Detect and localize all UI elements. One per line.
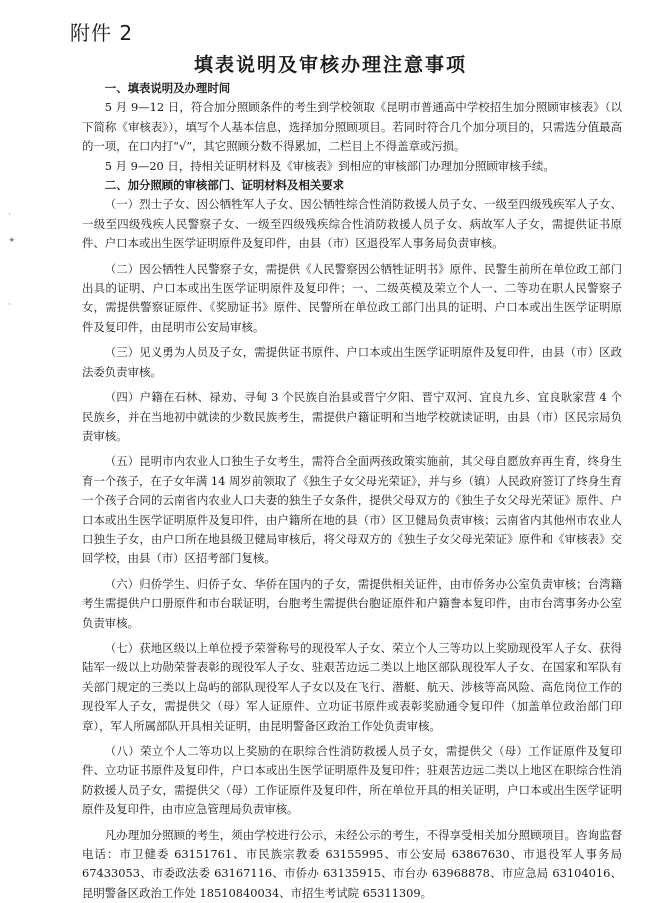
paragraph: 5 月 9—20 日，持相关证明材料及《审核表》到相应的审核部门办理加分照顾审核手续。 (104, 158, 555, 173)
margin-mark: · (8, 210, 11, 220)
list-item: （六）归侨学生、归侨子女、华侨在国内的子女，需提供相关证件，由市侨务办公室负责审核；台湾籍考生需提供户口册原件和市台联证明，台胞考生需提供台胞证原件和户籍誊本复印件，由市台湾事务办公室负责审核。 (82, 576, 622, 630)
margin-mark: · (8, 300, 11, 310)
list-item: （三）见义勇为人员及子女，需提供证书原件、户口本或出生医学证明原件及复印件，由县（市）区政法委负责审核。 (82, 345, 622, 379)
section-heading: 二、加分照顾的审核部门、证明材料及相关要求 (104, 178, 345, 193)
list-item: （五）昆明市内农业人口独生子女考生，需符合全面两孩政策实施前，其父母自愿放弃再生育，终身生育一个孩子，在子女年满 14 周岁前领取了《独生子女父母光荣证》，并与乡（镇）人民政府签订了终身生育一个孩子合同的云南省内农业人口夫妻的独生子女条件，提供父母双方的《独生子女父母光荣证》原件、户口本或出生医学证明原件及复印件，由户籍所在地的县（市）区卫健局负责审核；云南省内其他州市农业人口独生子女，由户口所在地县级卫健局审核后，将父母双方的《独生子女父母光荣证》原件和《审核表》交回学校，由县（市）区招考部门复核。 (82, 454, 623, 566)
attachment-label: 附件 2 (70, 21, 134, 45)
document-body (82, 79, 622, 903)
list-item: （一）烈士子女、因公牺牲军人子女、因公牺牲综合性消防救援人员子女、一级至四级残疾军人子女、一级至四级残疾人民警察子女、一级至四级残疾综合性消防救援人员子女、病故军人子女，需提供证书原件、户口本或出生医学证明原件及复印件，由县（市）区退役军人事务局负责审核。 (82, 197, 622, 251)
page-title: 填表说明及审核办理注意事项 (193, 54, 467, 76)
paragraph: 5 月 9—12 日，符合加分照顾条件的考生到学校领取《昆明市普通高中学校招生加分照顾审核表》（以下简称《审核表》），填写个人基本信息，选择加分照顾项目。若同时符合几个加分项目的，只需选分值最高的一项，在口内打“√”，其它照顾分数不得累加，二栏目上不得盖章或污损。 (82, 100, 622, 154)
list-item: （二）因公牺牲人民警察子女，需提供《人民警察因公牺牲证明书》原件、民警生前所在单位政工部门出具的证明、户口本或出生医学证明原件及复印件；一、二级英模及荣立个人一、二等功在职人民警察子女，需提供警察证原件、《奖励证书》原件、民警所在单位政工部门出具的证明、户口本或出生医学证明原件及复印件，由昆明市公安局审核。 (82, 261, 622, 334)
list-item: （四）户籍在石林、禄劝、寻甸 3 个民族自治县或晋宁夕阳、晋宁双河、宜良九乡、宜良耿家营 4 个民族乡，并在当地初中就读的少数民族考生，需提供户籍证明和当地学校就读证明，由县（市）区民宗局负责审核。 (82, 390, 622, 443)
list-item: （八）荣立个人二等功以上奖励的在职综合性消防救援人员子女，需提供父（母）工作证原件及复印件、立功证书原件及复印件，户口本或出生医学证明原件及复印件；驻艰苦边远二类以上地区在职综合性消防救援人员子女，需提供父（母）工作证原件及复印件，所在单位开具的相关证明，户口本或出生医学证明原件及复印件，由市应急管理局负责审核。 (82, 744, 622, 817)
margin-mark: ✦ (8, 236, 16, 246)
section-heading: 一、填表说明及办理时间 (104, 81, 231, 95)
list-item: （七）获地区级以上单位授予荣誉称号的现役军人子女、荣立个人三等功以上奖励现役军人子女、获得陆军一级以上功勋荣誉表彰的现役军人子女、驻艰苦边远二类以上地区部队现役军人子女、在国家和军队有关部门规定的三类以上岛屿的部队现役军人子女以及在飞行、潜艇、航天、涉核等高风险、高危岗位工作的现役军人子女，需提供父（母）军人证原件、立功证书原件或表彰奖励通令复印件（加盖单位政治部门印章），军人所属部队开具相关证明，由昆明警备区政治工作处负责审核。 (82, 640, 622, 733)
closing-paragraph: 凡办理加分照顾的考生，须由学校进行公示，未经公示的考生，不得享受相关加分照顾项目。咨询监督电话：市卫健委 63151761、市民族宗教委 63155995、市公安局 63867630、市退役军人事务局 67433053、市委政法委 63167116、市侨办 63135915、市台办 63968878、市应急局 63104016、昆明警备区政治工作处 18510840034、市招生考试院 65311309。 (82, 827, 622, 900)
